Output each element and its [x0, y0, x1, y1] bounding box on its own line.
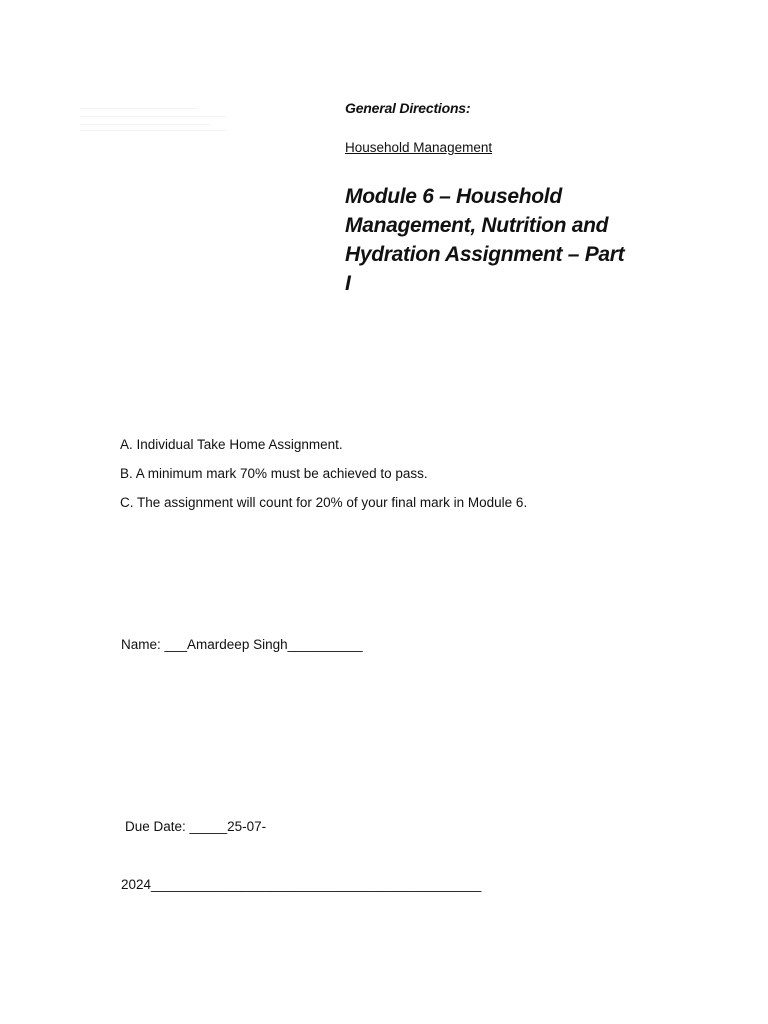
module-title: Module 6 – Household Management, Nutrition and Hydration Assignment – Part I [345, 185, 625, 295]
general-directions-heading: General Directions: [345, 100, 471, 116]
name-field: Name: ___Amardeep Singh__________ [121, 637, 363, 652]
directions-list [120, 436, 527, 523]
subject-heading: Household Management [345, 140, 493, 155]
direction-item-a: A. Individual Take Home Assignment. [120, 437, 343, 452]
direction-item-b: B. A minimum mark 70% must be achieved to pass. [120, 466, 428, 481]
direction-item-c: C. The assignment will count for 20% of your final mark in Module 6. [120, 495, 528, 510]
due-date-field: Due Date: _____25-07- [125, 819, 267, 834]
faint-header-logo [80, 104, 226, 132]
due-date-year-field: 2024____________________________________________ [121, 877, 482, 892]
